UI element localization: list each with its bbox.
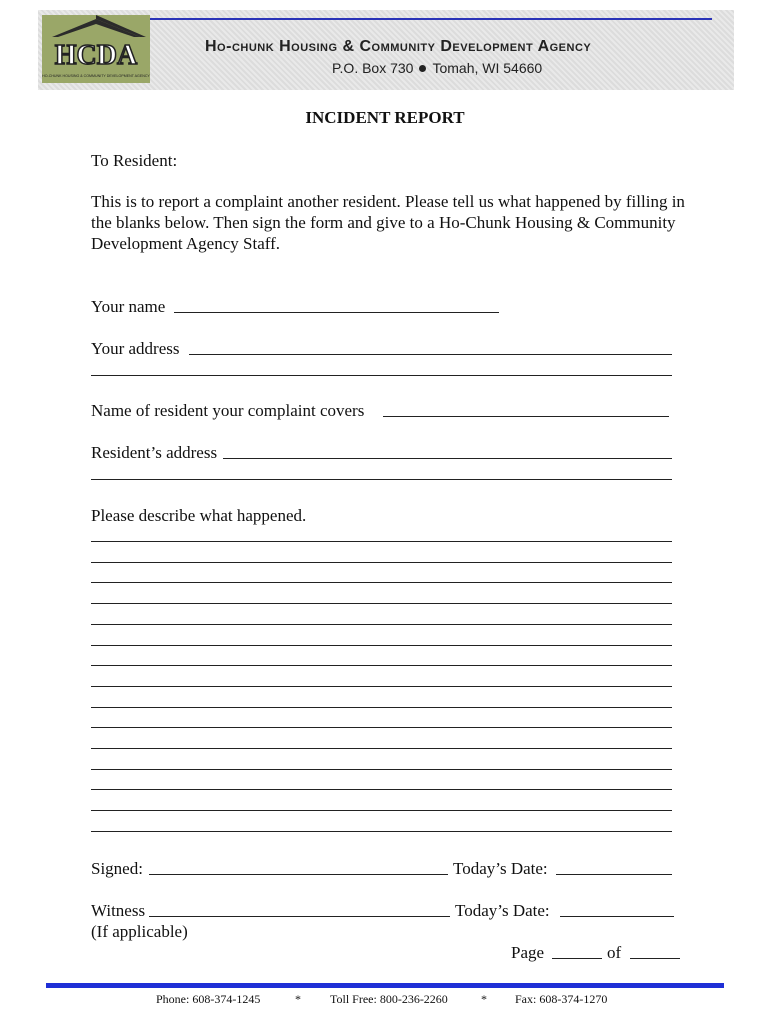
agency-name: Ho-chunk Housing & Community Development Agency [205, 38, 592, 55]
signed-date-label: Today’s Date: [453, 859, 548, 878]
logo-text: HCDA [54, 40, 138, 71]
your-name-field[interactable] [174, 312, 499, 313]
intro-paragraph: This is to report a complaint another resident. Please tell us what happened by filling in the blanks below. Then sign the form and give to a Ho-Chunk Housing & Community Development Agency Staff. [91, 192, 685, 253]
salutation: To Resident: [91, 151, 178, 170]
signed-label: Signed: [91, 859, 143, 878]
logo-subtext: HO-CHUNK HOUSING & COMMUNITY DEVELOPMENT AGENCY [42, 74, 150, 78]
witness-date-label: Today’s Date: [455, 901, 550, 920]
page-total-field[interactable] [630, 958, 680, 959]
resident-address-label: Resident’s address [91, 443, 218, 462]
signed-date-field[interactable] [556, 874, 672, 875]
signature-field[interactable] [149, 874, 448, 875]
description-line[interactable] [91, 831, 672, 832]
your-name-label: Your name [91, 297, 166, 316]
description-line[interactable] [91, 562, 672, 563]
letterhead-rule [140, 18, 712, 20]
resident-address-field[interactable] [223, 458, 672, 459]
your-address-label: Your address [91, 339, 180, 358]
description-line[interactable] [91, 810, 672, 811]
page-label: Page [511, 943, 545, 962]
description-line[interactable] [91, 748, 672, 749]
footer-phone: Phone: 608-374-1245 [156, 992, 261, 1006]
your-address-field-line-2[interactable] [91, 375, 672, 376]
your-address-field[interactable] [189, 354, 672, 355]
description-line[interactable] [91, 707, 672, 708]
of-label: of [607, 943, 622, 962]
description-line[interactable] [91, 686, 672, 687]
witness-note: (If applicable) [91, 922, 188, 941]
footer-fax: Fax: 608-374-1270 [515, 992, 608, 1006]
agency-address [332, 60, 542, 76]
witness-label: Witness [91, 901, 146, 920]
resident-name-label: Name of resident your complaint covers [91, 401, 365, 420]
resident-name-field[interactable] [383, 416, 669, 417]
description-line[interactable] [91, 603, 672, 604]
footer-rule [46, 983, 724, 988]
footer-separator-1: * [295, 992, 301, 1006]
witness-field[interactable] [149, 916, 450, 917]
description-line[interactable] [91, 582, 672, 583]
description-line[interactable] [91, 789, 672, 790]
witness-date-field[interactable] [560, 916, 674, 917]
describe-label: Please describe what happened. [91, 506, 307, 525]
description-line[interactable] [91, 769, 672, 770]
description-line[interactable] [91, 541, 672, 542]
address-city: Tomah, WI 54660 [432, 60, 543, 76]
bullet-icon [419, 65, 426, 72]
description-line[interactable] [91, 645, 672, 646]
footer-toll-free: Toll Free: 800-236-2260 [330, 992, 448, 1006]
document-title: INCIDENT REPORT [305, 108, 465, 127]
footer-separator-2: * [481, 992, 487, 1006]
hcda-logo-mark [42, 15, 150, 83]
page-number-field[interactable] [552, 958, 602, 959]
description-line[interactable] [91, 665, 672, 666]
description-line[interactable] [91, 727, 672, 728]
resident-address-field-line-2[interactable] [91, 479, 672, 480]
description-line[interactable] [91, 624, 672, 625]
address-po-box: P.O. Box 730 [332, 60, 414, 76]
